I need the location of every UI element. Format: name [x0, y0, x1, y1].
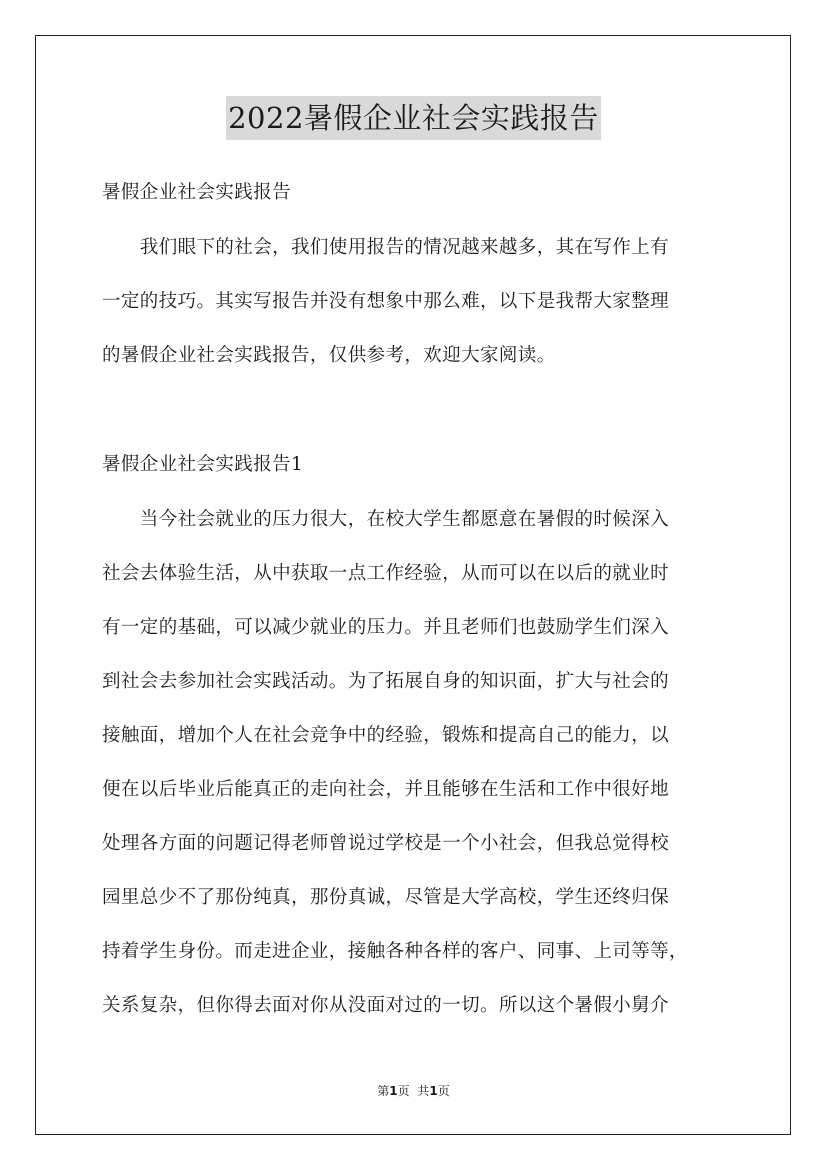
body-line: 有一定的基础，可以减少就业的压力。并且老师们也鼓励学生们深入 — [102, 617, 670, 638]
page-footer — [0, 1083, 827, 1099]
document-subtitle: 暑假企业社会实践报告 — [102, 182, 292, 203]
title-container — [0, 96, 827, 140]
intro-line: 我们眼下的社会，我们使用报告的情况越来越多，其在写作上有 — [102, 237, 670, 258]
body-line: 当今社会就业的压力很大，在校大学生都愿意在暑假的时候深入 — [102, 509, 670, 530]
page-prefix: 第 — [377, 1084, 390, 1098]
section-heading: 暑假企业社会实践报告1 — [102, 454, 304, 475]
page-total: 1 — [429, 1084, 438, 1098]
intro-line: 一定的技巧。其实写报告并没有想象中那么难，以下是我帮大家整理 — [102, 291, 670, 312]
body-line: 园里总少不了那份纯真，那份真诚，尽管是大学高校，学生还终归保 — [102, 887, 670, 908]
document-title: 2022暑假企业社会实践报告 — [226, 96, 601, 140]
page-current: 1 — [389, 1084, 398, 1098]
body-line: 持着学生身份。而走进企业，接触各种各样的客户、同事、上司等等， — [102, 941, 688, 962]
body-line: 接触面，增加个人在社会竞争中的经验，锻炼和提高自己的能力，以 — [102, 725, 670, 746]
total-prefix: 共 — [417, 1084, 430, 1098]
body-line: 关系复杂，但你得去面对你从没面对过的一切。所以这个暑假小舅介 — [102, 995, 670, 1016]
body-line: 社会去体验生活，从中获取一点工作经验，从而可以在以后的就业时 — [102, 563, 670, 584]
page-unit: 页 — [397, 1084, 410, 1098]
intro-line: 的暑假企业社会实践报告，仅供参考，欢迎大家阅读。 — [102, 345, 556, 366]
total-unit: 页 — [437, 1084, 450, 1098]
body-line: 处理各方面的问题记得老师曾说过学校是一个小社会，但我总觉得校 — [102, 833, 670, 854]
body-line: 便在以后毕业后能真正的走向社会，并且能够在生活和工作中很好地 — [102, 779, 670, 800]
body-line: 到社会去参加社会实践活动。为了拓展自身的知识面，扩大与社会的 — [102, 671, 670, 692]
